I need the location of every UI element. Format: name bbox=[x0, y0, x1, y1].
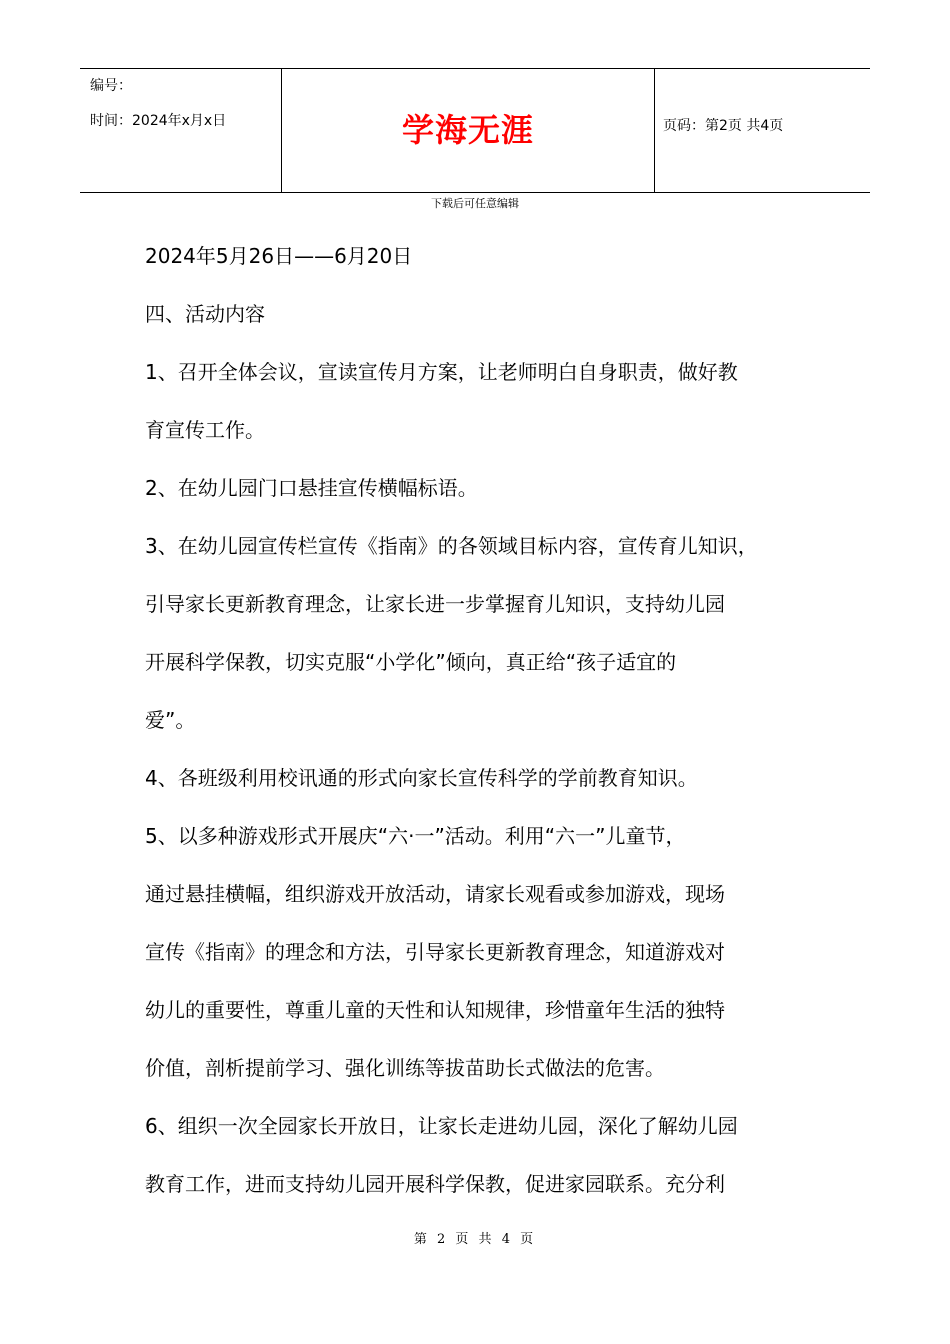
header-right-cell bbox=[655, 69, 870, 192]
header-table bbox=[80, 68, 870, 193]
body-line: 幼儿的重要性，尊重儿童的天性和认知规律，珍惜童年生活的独特 bbox=[145, 998, 725, 1022]
body-line: 引导家长更新教育理念，让家长进一步掌握育儿知识，支持幼儿园 bbox=[145, 592, 725, 616]
body-line: 爱”。 bbox=[145, 708, 196, 732]
body-line: 价值，剖析提前学习、强化训练等拔苗助长式做法的危害。 bbox=[145, 1056, 665, 1080]
header-left-cell bbox=[80, 69, 281, 192]
body-line: 宣传《指南》的理念和方法，引导家长更新教育理念，知道游戏对 bbox=[145, 940, 725, 964]
body-line: 2024年5月26日——6月20日 bbox=[145, 244, 413, 268]
body-line: 四、活动内容 bbox=[145, 302, 265, 326]
body-line: 开展科学保教，切实克服“小学化”倾向，真正给“孩子适宜的 bbox=[145, 650, 677, 674]
body-line: 1、召开全体会议，宣读宣传月方案，让老师明白自身职责，做好教 bbox=[145, 360, 738, 384]
body-line: 育宣传工作。 bbox=[145, 418, 265, 442]
document-body bbox=[145, 238, 825, 1224]
number-label: 编号： bbox=[90, 78, 132, 94]
time-label: 时间：2024年x月x日 bbox=[90, 113, 227, 129]
body-line: 5、以多种游戏形式开展庆“六·一”活动。利用“六一”儿童节， bbox=[145, 824, 686, 848]
body-line: 4、各班级利用校讯通的形式向家长宣传科学的学前教育知识。 bbox=[145, 766, 698, 790]
body-line: 通过悬挂横幅，组织游戏开放活动，请家长观看或参加游戏，现场 bbox=[145, 882, 725, 906]
body-line: 2、在幼儿园门口悬挂宣传横幅标语。 bbox=[145, 476, 478, 500]
page-footer: 第 2 页 共 4 页 bbox=[413, 1232, 537, 1247]
header-center-cell bbox=[281, 69, 655, 192]
brand-title: 学海无涯 bbox=[401, 111, 534, 149]
download-note: 下载后可任意编辑 bbox=[431, 197, 519, 210]
body-line: 教育工作，进而支持幼儿园开展科学保教，促进家园联系。充分利 bbox=[145, 1172, 725, 1196]
page-info: 页码：第2页 共4页 bbox=[663, 118, 784, 134]
body-line: 6、组织一次全园家长开放日，让家长走进幼儿园，深化了解幼儿园 bbox=[145, 1114, 738, 1138]
body-line: 3、在幼儿园宣传栏宣传《指南》的各领域目标内容，宣传育儿知识， bbox=[145, 534, 758, 558]
